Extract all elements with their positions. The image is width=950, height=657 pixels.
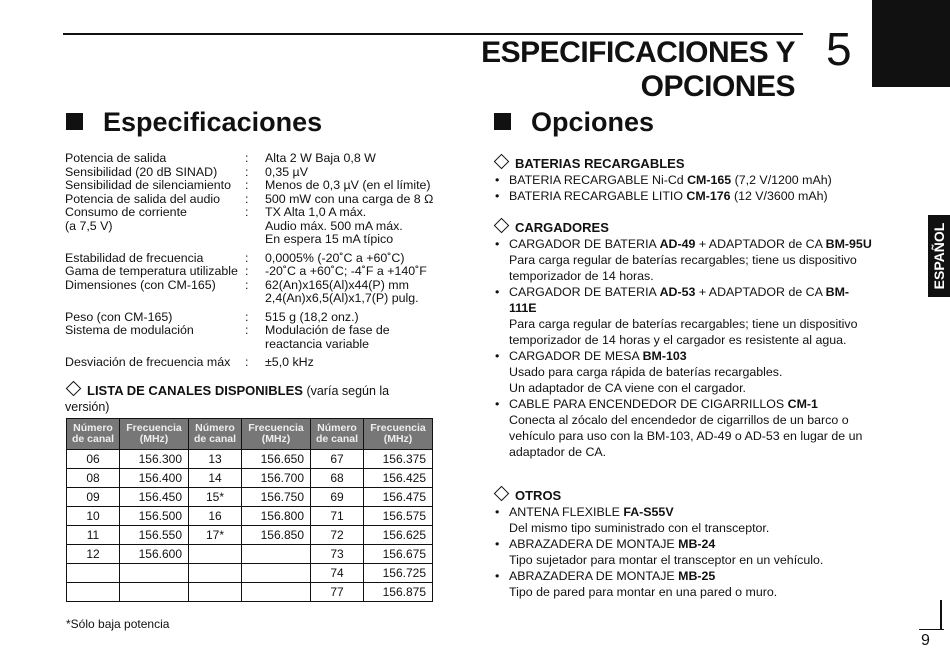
item-description: Conecta al zócalo del encendedor de cigarrillos de un barco o vehículo para uso con la BM-103, AD-49 o AD-53 en lugar de un adaptador de CA. (509, 413, 863, 459)
channel-cell: 69 (311, 488, 364, 507)
frequency-cell: 156.675 (364, 545, 433, 564)
channel-cell: 72 (311, 526, 364, 545)
spec-label: Dimensiones (con CM-165) (65, 277, 216, 292)
spec-label: Sistema de modulación (65, 323, 194, 337)
chapter-title: ESPECIFICACIONES Y OPCIONES (481, 36, 795, 103)
spec-row (65, 193, 465, 207)
page-number-rule (919, 629, 944, 630)
spec-value: 2,4(An)x6,5(Al)x1,7(P) pulg. (265, 291, 419, 305)
frequency-cell: 156.375 (364, 450, 433, 469)
options-batteries: BATERIAS RECARGABLES • BATERIA RECARGABLE Ni-Cd CM-165 (7,2 V/1200 mAh) • BATERIA RECARGABLE LITIO CM-176 (12 V/3600 mAh) (493, 156, 873, 204)
channel-cell: 77 (311, 583, 364, 602)
spec-row (65, 179, 465, 193)
spec-row (65, 166, 465, 180)
spec-value: TX Alta 1,0 A máx. (265, 205, 367, 219)
page-edge-mark (940, 600, 942, 630)
spec-row (65, 311, 465, 325)
col-header: Frecuencia (MHz) (120, 419, 189, 450)
table-row (67, 545, 433, 564)
list-item: • BATERIA RECARGABLE LITIO CM-176 (12 V/3600 mAh) (495, 189, 828, 203)
frequency-cell: 156.475 (364, 488, 433, 507)
table-row (67, 564, 433, 583)
channel-cell: 74 (311, 564, 364, 583)
specs-list (65, 152, 465, 370)
spec-colon: : (245, 355, 249, 369)
item-description: Un adaptador de CA viene con el cargador. (509, 381, 746, 395)
spec-label: Desviación de frecuencia máx (65, 355, 231, 369)
spec-label: Sensibilidad de silenciamiento (65, 178, 231, 192)
frequency-cell: 156.700 (242, 469, 311, 488)
item-description: Tipo sujetador para montar el transceptor en un vehículo. (509, 553, 824, 567)
spec-label: Gama de temperatura utilizable (65, 264, 238, 278)
list-item: • ABRAZADERA DE MONTAJE MB-24 (495, 537, 716, 551)
spec-row (65, 152, 465, 166)
channel-cell: 11 (67, 526, 120, 545)
footnote: *Sólo baja potencia (66, 617, 170, 631)
spec-colon: : (245, 250, 249, 265)
frequency-cell (242, 564, 311, 583)
col-header: Número de canal (311, 419, 364, 450)
language-tab-label: ESPAÑOL (931, 222, 947, 290)
spec-row (65, 233, 465, 247)
spec-row (65, 356, 465, 370)
square-bullet-icon (66, 113, 83, 130)
channel-table (66, 418, 433, 602)
frequency-cell: 156.575 (364, 507, 433, 526)
list-item: • CABLE PARA ENCENDEDOR DE CIGARRILLOS CM-1 (495, 397, 818, 411)
spec-colon: : (245, 323, 249, 337)
table-row (67, 488, 433, 507)
channel-cell: 10 (67, 507, 120, 526)
chapter-marker-bar (872, 0, 950, 87)
channel-cell (67, 583, 120, 602)
table-row (67, 507, 433, 526)
spec-label: Potencia de salida (65, 151, 167, 165)
spec-colon: : (245, 264, 249, 278)
spec-row (65, 338, 465, 352)
spec-value: Alta 2 W Baja 0,8 W (265, 151, 376, 165)
channel-list-title: LISTA DE CANALES DISPONIBLES (varía según la versión) (65, 383, 425, 415)
spec-colon: : (245, 277, 249, 292)
channel-cell: 08 (67, 469, 120, 488)
spec-row (65, 292, 465, 306)
spec-value: 0,35 µV (265, 164, 308, 179)
spec-value: Audio máx. 500 mA máx. (265, 218, 403, 233)
options-chargers: CARGADORES • CARGADOR DE BATERIA AD-49 + ADAPTADOR de CA BM-95U Para carga regular de baterías recargables; tiene us dispositivo temporizador de 14 horas. • CARGADOR DE BATERIA AD-53 + ADAPTADOR de CA BM-111E Para carga regular de baterías recargables; tiene un dispositivo temporizador de 14 horas y el cargador es resistente al agua. • CARGADOR DE MESA BM-103 Usado para carga rápida de baterías recargables. Un adaptador de CA viene con el cargador. • CABLE PARA ENCENDEDOR DE CIGARRILLOS CM-1 Conecta al zócalo del encendedor de cigarrillos de un barco o vehículo para uso con la BM-103, AD-49 o AD-53 en lugar de un adaptador de CA. (493, 220, 873, 460)
col-header: Número de canal (67, 419, 120, 450)
channel-cell: 15* (189, 488, 242, 507)
channel-cell: 13 (189, 450, 242, 469)
frequency-cell: 156.500 (120, 507, 189, 526)
diamond-icon (494, 486, 510, 502)
spec-label: Potencia de salida del audio (65, 191, 220, 206)
spec-colon: : (245, 309, 249, 324)
spec-colon (245, 338, 265, 352)
channel-cell: 71 (311, 507, 364, 526)
col-header: Frecuencia (MHz) (242, 419, 311, 450)
item-description: Para carga regular de baterías recargables; tiene us dispositivo temporizador de 14 horas. (509, 253, 857, 283)
frequency-cell (120, 583, 189, 602)
spec-label (65, 292, 245, 306)
channel-cell: 67 (311, 450, 364, 469)
list-item: • CARGADOR DE BATERIA AD-53 + ADAPTADOR de CA BM-111E (495, 285, 850, 315)
square-bullet-icon (494, 113, 511, 130)
item-description: Usado para carga rápida de baterías recargables. (509, 365, 783, 379)
list-item: • CARGADOR DE BATERIA AD-49 + ADAPTADOR de CA BM-95U (495, 237, 872, 251)
channel-cell: 14 (189, 469, 242, 488)
frequency-cell: 156.450 (120, 488, 189, 507)
spec-colon (245, 292, 265, 306)
spec-value: ±5,0 kHz (265, 355, 314, 369)
spec-row (65, 279, 465, 293)
table-row (67, 583, 433, 602)
spec-row (65, 265, 465, 279)
frequency-cell: 156.800 (242, 507, 311, 526)
spec-value: Modulación de fase de (265, 323, 390, 337)
spec-row (65, 252, 465, 266)
channel-cell (67, 564, 120, 583)
list-item: • ANTENA FLEXIBLE FA-S55V (495, 505, 674, 519)
spec-label: Consumo de corriente (65, 205, 187, 219)
frequency-cell: 156.300 (120, 450, 189, 469)
frequency-cell: 156.600 (120, 545, 189, 564)
channel-cell: 16 (189, 507, 242, 526)
frequency-cell: 156.850 (242, 526, 311, 545)
spec-colon: : (245, 151, 249, 165)
item-description: Tipo de pared para montar en una pared o muro. (509, 585, 778, 599)
frequency-cell (242, 545, 311, 564)
item-description: Para carga regular de baterías recargables; tiene un dispositivo temporizador de 14 horas y el cargador es resistente al agua. (509, 317, 858, 347)
frequency-cell: 156.650 (242, 450, 311, 469)
spec-value: 515 g (18,2 onz.) (265, 309, 359, 324)
spec-colon: : (245, 164, 249, 179)
item-description: Del mismo tipo suministrado con el transceptor. (509, 521, 770, 535)
spec-row (65, 324, 465, 338)
frequency-cell: 156.400 (120, 469, 189, 488)
diamond-icon (494, 218, 510, 234)
spec-label: Estabilidad de frecuencia (65, 250, 204, 265)
spec-colon: : (245, 205, 249, 219)
specs-heading: Especificaciones (66, 107, 322, 138)
col-header: Número de canal (189, 419, 242, 450)
channel-cell (189, 564, 242, 583)
list-item: • BATERIA RECARGABLE Ni-Cd CM-165 (7,2 V/1200 mAh) (495, 173, 832, 187)
spec-label: Peso (con CM-165) (65, 309, 173, 324)
language-tab (928, 215, 950, 297)
header-rule (63, 33, 803, 35)
frequency-cell: 156.750 (242, 488, 311, 507)
spec-label: Sensibilidad (20 dB SINAD) (65, 164, 218, 179)
table-row (67, 526, 433, 545)
channel-cell: 68 (311, 469, 364, 488)
spec-value: 62(An)x165(Al)x44(P) mm (265, 277, 409, 292)
chapter-number: 5 (826, 23, 852, 75)
spec-colon (245, 220, 265, 234)
channel-cell: 09 (67, 488, 120, 507)
frequency-cell (242, 583, 311, 602)
spec-colon: : (245, 191, 249, 206)
page-number: 9 (921, 632, 930, 649)
diamond-icon (494, 154, 510, 170)
diamond-icon (66, 381, 82, 397)
channel-cell: 73 (311, 545, 364, 564)
frequency-cell (120, 564, 189, 583)
spec-row (65, 220, 465, 234)
table-row (67, 450, 433, 469)
spec-label: (a 7,5 V) (65, 218, 113, 233)
spec-value: -20˚C a +60˚C; -4˚F a +140˚F (265, 264, 427, 278)
spec-value: reactancia variable (265, 336, 370, 351)
frequency-cell: 156.425 (364, 469, 433, 488)
spec-colon: : (245, 178, 249, 192)
channel-cell: 12 (67, 545, 120, 564)
spec-label (65, 338, 245, 352)
channel-cell: 17* (189, 526, 242, 545)
frequency-cell: 156.725 (364, 564, 433, 583)
frequency-cell: 156.875 (364, 583, 433, 602)
list-item: • ABRAZADERA DE MONTAJE MB-25 (495, 569, 716, 583)
options-others: OTROS • ANTENA FLEXIBLE FA-S55V Del mismo tipo suministrado con el transceptor. • ABRAZADERA DE MONTAJE MB-24 Tipo sujetador para montar el transceptor en un vehículo. • ABRAZADERA DE MONTAJE MB-25 Tipo de pared para montar en una pared o muro. (493, 488, 873, 600)
spec-colon (245, 233, 265, 247)
channel-cell: 06 (67, 450, 120, 469)
spec-row (65, 206, 465, 220)
table-row (67, 469, 433, 488)
frequency-cell: 156.550 (120, 526, 189, 545)
col-header: Frecuencia (MHz) (364, 419, 433, 450)
channel-cell (189, 583, 242, 602)
spec-value: 0,0005% (-20˚C a +60˚C) (265, 250, 405, 265)
list-item: • CARGADOR DE MESA BM-103 (495, 349, 687, 363)
spec-value: En espera 15 mA típico (265, 232, 394, 246)
options-heading: Opciones (494, 107, 654, 138)
spec-value: Menos de 0,3 µV (en el límite) (265, 178, 431, 192)
spec-value: 500 mW con una carga de 8 Ω (265, 191, 434, 206)
frequency-cell: 156.625 (364, 526, 433, 545)
channel-cell (189, 545, 242, 564)
spec-label (65, 233, 245, 247)
